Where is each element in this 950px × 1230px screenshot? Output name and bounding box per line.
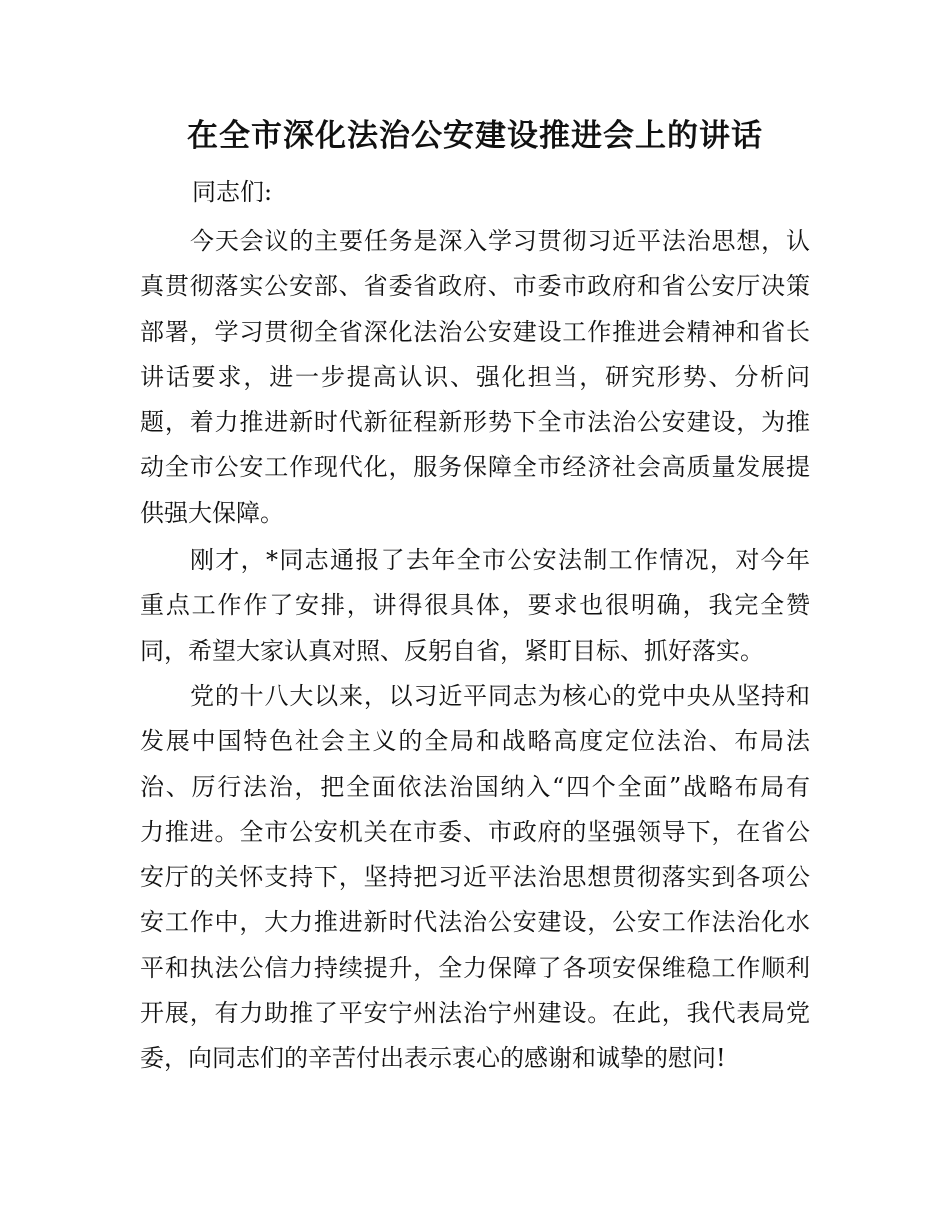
paragraph-line: 治、厉行法治，把全面依法治国纳入“四个全面”战略布局有 [140, 772, 810, 801]
paragraph-line: 今天会议的主要任务是深入学习贯彻习近平法治思想，认 [190, 227, 810, 255]
paragraph-line: 刚才，*同志通报了去年全市公安法制工作情况，对今年 [190, 546, 810, 574]
paragraph-line: 发展中国特色社会主义的全局和战略高度定位法治、布局法 [140, 727, 810, 756]
paragraph-line: 题，着力推进新时代新征程新形势下全市法治公安建设，为推 [140, 408, 810, 437]
paragraph-line: 讲话要求，进一步提高认识、强化担当，研究形势、分析问 [140, 362, 810, 391]
paragraph-line: 党的十八大以来，以习近平同志为核心的党中央从坚持和 [190, 682, 810, 710]
paragraph-line: 平和执法公信力持续提升，全力保障了各项安保维稳工作顺利 [140, 953, 810, 982]
paragraph-line: 供强大保障。 [140, 498, 284, 527]
paragraph-line: 部署，学习贯彻全省深化法治公安建设工作推进会精神和省长 [140, 317, 810, 346]
paragraph-3 [140, 674, 810, 1082]
paragraph-line: 安厅的关怀支持下，坚持把习近平法治思想贯彻落实到各项公 [140, 863, 810, 892]
paragraph-line: 安工作中，大力推进新时代法治公安建设，公安工作法治化水 [140, 908, 810, 937]
salutation: 同志们: [192, 178, 273, 206]
paragraph-line: 真贯彻落实公安部、省委省政府、市委市政府和省公安厅决策 [140, 272, 810, 301]
paragraph-line: 同，希望大家认真对照、反躬自省，紧盯目标、抓好落实。 [140, 636, 764, 665]
paragraph-line: 重点工作作了安排，讲得很具体，要求也很明确，我完全赞 [140, 591, 810, 620]
paragraph-line: 力推进。全市公安机关在市委、市政府的坚强领导下，在省公 [140, 817, 810, 846]
paragraph-1 [140, 219, 810, 536]
paragraph-2 [140, 538, 810, 674]
paragraph-line: 动全市公安工作现代化，服务保障全市经济社会高质量发展提 [140, 453, 810, 482]
paragraph-line: 委，向同志们的辛苦付出表示衷心的感谢和诚挚的慰问! [140, 1044, 726, 1073]
paragraph-line: 开展，有力助推了平安宁州法治宁州建设。在此，我代表局党 [140, 999, 810, 1028]
document-title: 在全市深化法治公安建设推进会上的讲话 [187, 118, 763, 154]
